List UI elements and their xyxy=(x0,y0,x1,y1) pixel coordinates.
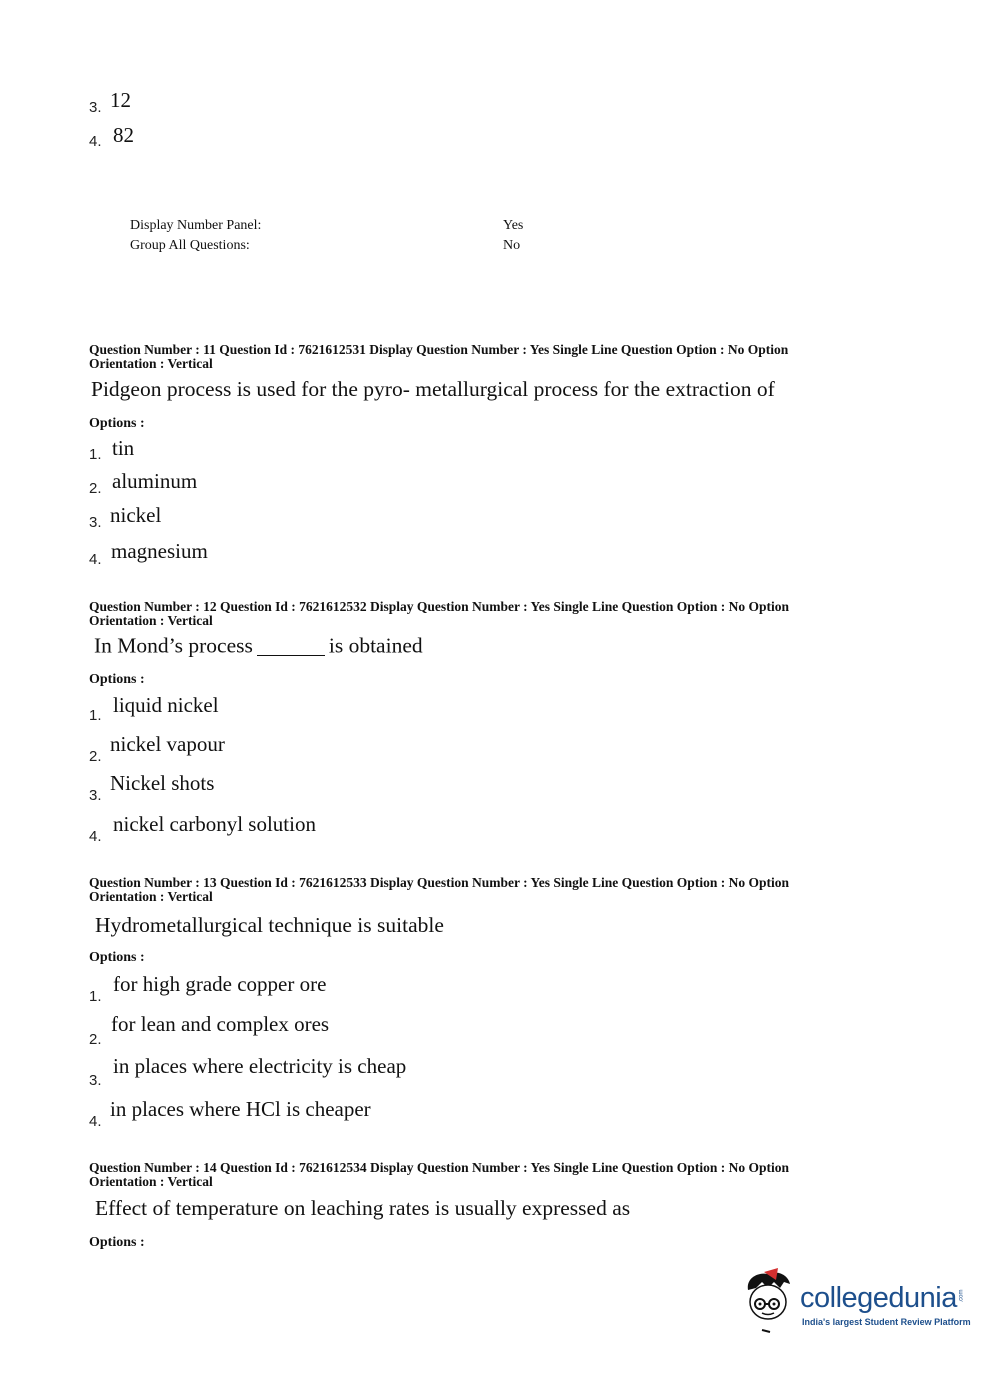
display-number-panel-value: Yes xyxy=(503,218,524,233)
question-meta-line: Orientation : Vertical xyxy=(89,1174,213,1189)
option-text: liquid nickel xyxy=(113,693,219,717)
option-number: 1. xyxy=(89,446,102,463)
question-meta-line: Question Number : 13 Question Id : 7621612533 Display Question Number : Yes Single Line Question Option : No Option xyxy=(89,875,789,890)
question-text xyxy=(94,633,423,659)
option-text: tin xyxy=(112,436,135,460)
question-meta-line: Orientation : Vertical xyxy=(89,356,213,371)
question-meta-line: Question Number : 12 Question Id : 7621612532 Display Question Number : Yes Single Line Question Option : No Option xyxy=(89,599,789,614)
question-meta xyxy=(89,600,889,628)
option-number: 3. xyxy=(89,1072,102,1089)
question-text: Hydrometallurgical technique is suitable xyxy=(95,913,444,937)
options-label: Options : xyxy=(89,950,145,965)
option-text: for lean and complex ores xyxy=(111,1012,330,1036)
question-text-after: is obtained xyxy=(328,633,423,658)
option-text: nickel vapour xyxy=(110,732,225,756)
option-number: 2. xyxy=(89,480,102,497)
question-text-before: In Mond’s process xyxy=(94,633,253,658)
option-number: 1. xyxy=(89,988,102,1005)
option-number: 3. xyxy=(89,514,102,531)
option-number: 4. xyxy=(89,133,102,150)
option-number: 3. xyxy=(89,787,102,804)
question-meta-line: Question Number : 11 Question Id : 7621612531 Display Question Number : Yes Single Line Question Option : No Option xyxy=(89,342,789,357)
options-label: Options : xyxy=(89,1235,145,1250)
option-text: Nickel shots xyxy=(110,771,215,795)
question-meta-line: Orientation : Vertical xyxy=(89,889,213,904)
question-meta-line: Question Number : 14 Question Id : 7621612534 Display Question Number : Yes Single Line Question Option : No Option xyxy=(89,1160,789,1175)
logo-name: collegedunia xyxy=(800,1282,957,1314)
question-meta-line: Orientation : Vertical xyxy=(89,613,213,628)
logo-suffix: .com xyxy=(958,1289,965,1303)
group-all-questions-value: No xyxy=(503,238,521,253)
option-text: aluminum xyxy=(112,469,198,493)
mascot-icon xyxy=(740,1268,802,1338)
option-text: 12 xyxy=(110,88,131,112)
option-text: 82 xyxy=(113,123,134,147)
option-number: 4. xyxy=(89,1113,102,1130)
option-text: magnesium xyxy=(111,539,208,563)
options-label: Options : xyxy=(89,672,145,687)
logo-tagline: India's largest Student Review Platform xyxy=(802,1317,971,1327)
options-label: Options : xyxy=(89,416,145,431)
question-text: Effect of temperature on leaching rates is usually expressed as xyxy=(95,1196,631,1220)
option-text: nickel carbonyl solution xyxy=(113,812,316,836)
option-text: for high grade copper ore xyxy=(113,972,327,996)
option-text: nickel xyxy=(110,503,162,527)
option-number: 4. xyxy=(89,828,102,845)
option-number: 1. xyxy=(89,707,102,724)
option-number: 2. xyxy=(89,748,102,765)
option-number: 3. xyxy=(89,99,102,116)
option-number: 4. xyxy=(89,551,102,568)
option-text: in places where electricity is cheap xyxy=(113,1054,407,1078)
option-text: in places where HCl is cheaper xyxy=(110,1097,371,1121)
display-number-panel-label: Display Number Panel: xyxy=(130,218,262,233)
answer-blank xyxy=(257,633,325,656)
question-meta xyxy=(89,1161,889,1189)
question-text: Pidgeon process is used for the pyro- metallurgical process for the extraction of xyxy=(91,377,775,401)
option-number: 2. xyxy=(89,1031,102,1048)
question-meta xyxy=(89,876,889,904)
question-meta xyxy=(89,343,889,371)
group-all-questions-label: Group All Questions: xyxy=(130,238,250,253)
